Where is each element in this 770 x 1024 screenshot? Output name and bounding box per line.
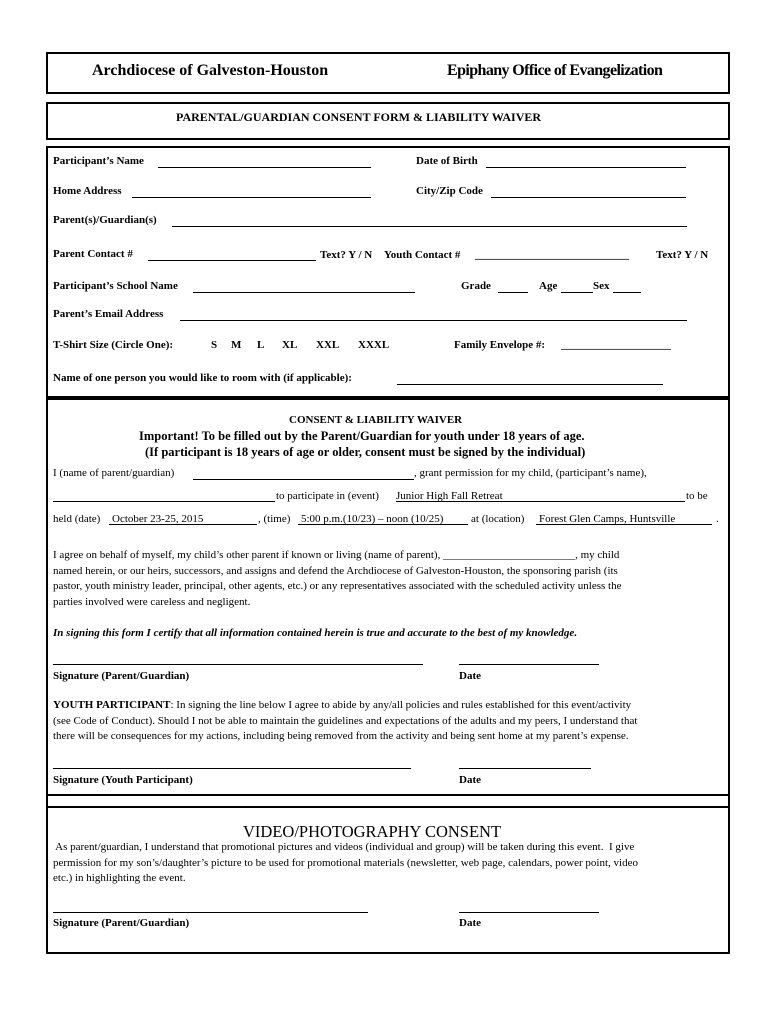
- youth-line: [53, 698, 637, 714]
- video-line: etc.) in highlighting the event.: [53, 872, 186, 884]
- event-value: Junior High Fall Retreat: [396, 490, 503, 502]
- agreement-paragraph: [53, 548, 622, 610]
- important-note: Important! To be filled out by the Parent/Guardian for youth under 18 years of age.: [139, 429, 585, 443]
- city-zip-field[interactable]: [491, 197, 686, 198]
- event-label: to participate in (event): [276, 490, 379, 502]
- to-be-text: to be: [686, 490, 708, 502]
- certify-statement: In signing this form I certify that all information contained herein is true and accurate to the best of my knowledge.: [53, 627, 578, 639]
- size-m[interactable]: M: [231, 339, 242, 351]
- time-label: , (time): [258, 513, 291, 525]
- video-consent-title: VIDEO/PHOTOGRAPHY CONSENT: [243, 822, 502, 841]
- parent-signature-date-line[interactable]: [459, 664, 599, 665]
- parent-date-label: Date: [459, 670, 481, 682]
- size-xxl[interactable]: XXL: [316, 339, 340, 351]
- parent-contact-field[interactable]: [148, 260, 316, 261]
- period: .: [716, 513, 719, 525]
- guardian-name-label: I (name of parent/guardian): [53, 467, 175, 479]
- age-field[interactable]: [561, 292, 593, 293]
- adult-note: (If participant is 18 years of age or older, consent must be signed by the individual): [145, 445, 586, 459]
- video-line: permission for my son’s/daughter’s picture to be used for promotional materials (newsletter, web page, calendars, power point, video: [53, 856, 638, 869]
- youth-contact-label: Youth Contact #: [384, 249, 461, 261]
- youth-date-label: Date: [459, 774, 481, 786]
- roommate-label: Name of one person you would like to room with (if applicable):: [53, 372, 352, 384]
- youth-line: (see Code of Conduct). Should I not be able to maintain the guidelines and expectations of the adults and my peers, I understand that: [53, 714, 638, 727]
- parent-signature-line[interactable]: [53, 664, 423, 665]
- email-field[interactable]: [180, 320, 687, 321]
- school-name-label: Participant’s School Name: [53, 280, 178, 292]
- participant-name-field[interactable]: [158, 167, 371, 168]
- size-s[interactable]: S: [211, 339, 218, 351]
- youth-signature-label: Signature (Youth Participant): [53, 774, 193, 786]
- guardians-field[interactable]: [172, 226, 687, 227]
- guardian-name-field[interactable]: [193, 479, 414, 480]
- city-zip-label: City/Zip Code: [416, 185, 483, 197]
- agreement-line: parties involved were careless and negligent.: [53, 595, 251, 608]
- video-signature-date-line[interactable]: [459, 912, 599, 913]
- agreement-line: I agree on behalf of myself, my child’s other parent if known or living (name of parent), ________________________, my child: [53, 549, 620, 561]
- youth-signature-line[interactable]: [53, 768, 411, 769]
- participant-info-box: [46, 146, 730, 398]
- sex-label: Sex: [593, 280, 610, 292]
- tshirt-label: T-Shirt Size (Circle One):: [53, 339, 174, 351]
- youth-signature-date-line[interactable]: [459, 768, 591, 769]
- date-value: October 23-25, 2015: [112, 513, 204, 525]
- video-consent-paragraph: [53, 840, 638, 887]
- participant-name-label: Participant’s Name: [53, 155, 144, 167]
- youth-text: : In signing the line below I agree to abide by any/all policies and rules established for this event/activity: [170, 699, 632, 711]
- video-date-label: Date: [459, 917, 481, 929]
- youth-paragraph: [53, 698, 637, 745]
- text-yn-2[interactable]: Text? Y / N: [656, 249, 709, 261]
- participant-name-waiver-field[interactable]: [53, 501, 275, 502]
- sex-field[interactable]: [613, 292, 641, 293]
- location-label: at (location): [471, 513, 525, 525]
- youth-contact-field[interactable]: ____________________________: [475, 249, 629, 261]
- office-name: Epiphany Office of Evangelization: [447, 62, 663, 79]
- agreement-line: named herein, or our heirs, successors, and assigns and defend the Archdiocese of Galveston-Houston, the sponsoring parish (its: [53, 564, 618, 577]
- size-l[interactable]: L: [257, 339, 265, 351]
- dob-field[interactable]: [486, 167, 686, 168]
- grade-field[interactable]: [498, 292, 528, 293]
- form-title: PARENTAL/GUARDIAN CONSENT FORM & LIABILITY WAIVER: [176, 110, 542, 124]
- org-name: Archdiocese of Galveston-Houston: [92, 62, 329, 79]
- parent-signature-label: Signature (Parent/Guardian): [53, 670, 190, 682]
- size-xl[interactable]: XL: [282, 339, 298, 351]
- grade-label: Grade: [461, 280, 491, 292]
- waiver-title: CONSENT & LIABILITY WAIVER: [289, 414, 463, 426]
- family-envelope-label: Family Envelope #:: [454, 339, 546, 351]
- size-xxxl[interactable]: XXXL: [358, 339, 390, 351]
- date-label: held (date): [53, 513, 101, 525]
- video-signature-label: Signature (Parent/Guardian): [53, 917, 190, 929]
- family-envelope-field[interactable]: ____________________: [561, 339, 671, 351]
- agreement-line: pastor, youth ministry leader, principal, other agents, etc.) or any representatives associated with the scheduled activity unless the: [53, 580, 622, 592]
- location-value: Forest Glen Camps, Huntsville: [539, 513, 676, 525]
- video-line: As parent/guardian, I understand that promotional pictures and videos (individual and group) will be taken during this event. I give: [53, 841, 635, 853]
- roommate-field[interactable]: [397, 384, 663, 385]
- text-yn-1[interactable]: Text? Y / N: [320, 249, 373, 261]
- youth-participant-heading: YOUTH PARTICIPANT: [53, 699, 171, 711]
- video-signature-line[interactable]: [53, 912, 368, 913]
- dob-label: Date of Birth: [416, 155, 478, 167]
- home-address-label: Home Address: [53, 185, 122, 197]
- permission-text: , grant permission for my child, (participant’s name),: [414, 467, 647, 479]
- time-value: 5:00 p.m.(10/23) – noon (10/25): [301, 513, 444, 525]
- age-label: Age: [539, 280, 558, 292]
- home-address-field[interactable]: [132, 197, 371, 198]
- guardians-label: Parent(s)/Guardian(s): [53, 214, 157, 226]
- youth-line: there will be consequences for my actions, including being removed from the activity and being sent home at my parent’s expense.: [53, 730, 629, 742]
- parent-contact-label: Parent Contact #: [53, 248, 133, 260]
- email-label: Parent’s Email Address: [53, 308, 164, 320]
- school-name-field[interactable]: [193, 292, 415, 293]
